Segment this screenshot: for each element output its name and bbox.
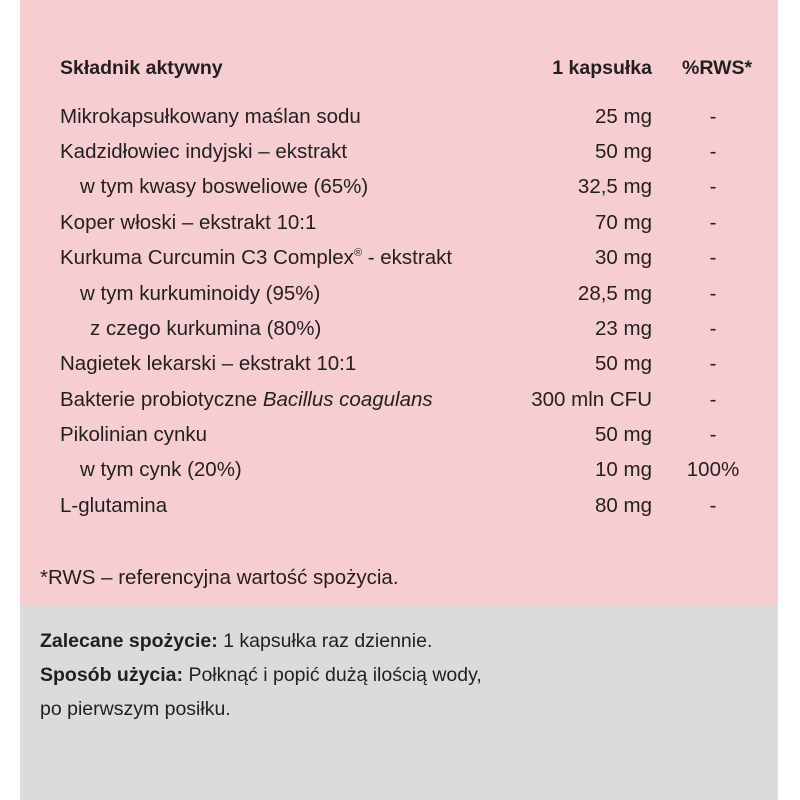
ingredient-name-main: Kurkuma Curcumin C3 Complex — [60, 246, 354, 269]
dosage-text: 1 kapsułka raz dziennie. — [217, 630, 433, 652]
header-amount: 1 kapsułka — [552, 57, 652, 79]
ingredient-amount: 50 mg — [595, 352, 652, 375]
recommended-dosage — [40, 624, 740, 658]
ingredient-rws: - — [709, 317, 717, 340]
table-row — [20, 135, 778, 169]
ingredient-name — [60, 241, 452, 275]
ingredient-rws: - — [709, 140, 717, 163]
rws-footnote: *RWS – referencyjna wartość spożycia. — [40, 566, 399, 589]
ingredient-amount: 10 mg — [595, 458, 652, 481]
ingredient-amount: 30 mg — [595, 246, 652, 269]
ingredient-amount: 23 mg — [595, 317, 652, 340]
ingredient-name: Koper włoski – ekstrakt 10:1 — [60, 211, 317, 234]
ingredient-amount: 70 mg — [595, 211, 652, 234]
table-row — [20, 347, 778, 381]
ingredient-name: w tym kurkuminoidy (95%) — [80, 282, 321, 305]
ingredient-rws: - — [709, 246, 717, 269]
usage-label: Sposób użycia: — [40, 664, 184, 686]
ingredient-rws: - — [709, 494, 717, 517]
ingredient-amount: 28,5 mg — [577, 282, 652, 305]
table-row — [20, 277, 778, 311]
ingredient-name: z czego kurkumina (80%) — [90, 317, 322, 340]
ingredient-name — [60, 383, 433, 417]
ingredient-name-suffix: - ekstrakt — [362, 246, 453, 269]
ingredient-amount: 32,5 mg — [577, 175, 652, 198]
usage-instructions — [40, 624, 740, 726]
ingredients-panel — [20, 0, 778, 606]
ingredient-name: Nagietek lekarski – ekstrakt 10:1 — [60, 352, 357, 375]
ingredient-name: L-glutamina — [60, 494, 168, 517]
ingredient-rws: - — [709, 352, 717, 375]
header-rws: %RWS* — [682, 57, 753, 79]
table-row — [20, 100, 778, 134]
ingredient-rws: - — [709, 282, 717, 305]
ingredient-name: w tym cynk (20%) — [80, 458, 242, 481]
table-row — [20, 418, 778, 452]
ingredient-amount: 25 mg — [595, 105, 652, 128]
ingredient-amount: 50 mg — [595, 140, 652, 163]
header-ingredient: Składnik aktywny — [60, 57, 223, 79]
ingredient-rws: - — [709, 211, 717, 234]
ingredient-amount: 300 mln CFU — [531, 388, 652, 411]
table-row — [20, 453, 778, 487]
ingredient-name: Pikolinian cynku — [60, 423, 207, 446]
usage-text: Połknąć i popić dużą ilością wody, — [183, 664, 482, 686]
table-row — [20, 241, 778, 275]
table-row — [20, 206, 778, 240]
ingredient-name: w tym kwasy bosweliowe (65%) — [80, 175, 369, 198]
table-header — [20, 51, 778, 85]
ingredient-rws: - — [709, 175, 717, 198]
ingredient-rws: 100% — [686, 458, 740, 481]
table-row — [20, 170, 778, 204]
ingredient-name-main: Bakterie probiotyczne — [60, 388, 263, 411]
ingredient-name: Mikrokapsułkowany maślan sodu — [60, 105, 361, 128]
ingredient-name: Kadzidłowiec indyjski – ekstrakt — [60, 140, 348, 163]
ingredient-amount: 80 mg — [595, 494, 652, 517]
dosage-label: Zalecane spożycie: — [40, 630, 218, 652]
ingredient-amount: 50 mg — [595, 423, 652, 446]
table-row — [20, 489, 778, 523]
usage-method — [40, 658, 740, 692]
ingredient-rws: - — [709, 388, 717, 411]
ingredient-rws: - — [709, 105, 717, 128]
table-row — [20, 383, 778, 417]
registered-mark: ® — [353, 247, 363, 260]
ingredient-rws: - — [709, 423, 717, 446]
usage-text-continued: po pierwszym posiłku. — [40, 698, 231, 720]
table-row — [20, 312, 778, 346]
ingredient-name-species: Bacillus coagulans — [262, 388, 433, 411]
